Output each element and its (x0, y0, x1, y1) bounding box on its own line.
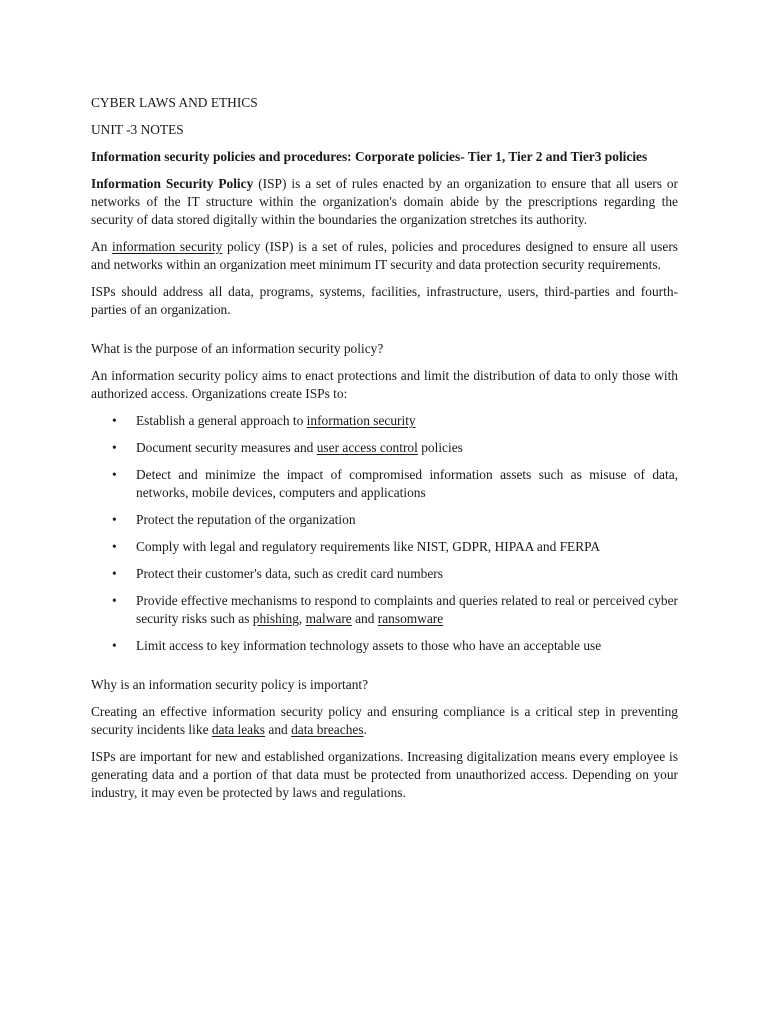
bullet-icon: • (112, 512, 117, 527)
list-item-text: Establish a general approach to (136, 413, 307, 428)
bullet-icon: • (112, 413, 117, 428)
purpose-list (91, 412, 678, 655)
list-item (91, 538, 678, 556)
list-item (91, 511, 678, 529)
list-item-text: Protect their customer's data, such as credit card numbers (136, 566, 443, 581)
list-item (91, 565, 678, 583)
list-item-text: Detect and minimize the impact of compromised information assets such as misuse of data, networks, mobile devices, computers and applications (136, 467, 678, 500)
link-information-security[interactable]: information security (306, 413, 416, 428)
bold-term: Information Security Policy (91, 176, 254, 191)
paragraph-text: An (91, 239, 113, 254)
paragraph-text: (ISP) is a set of rules enacted by an organization to ensure that all users or networks of the IT structure within the organization's domain abide by the prescriptions regarding the security of data stored digitally within the boundaries the organization stretches its authority. (91, 176, 678, 227)
list-item-text: and (351, 611, 378, 626)
list-item (91, 439, 678, 457)
list-item-text: , (298, 611, 306, 626)
list-item (91, 412, 678, 430)
link-data-breaches[interactable]: data breaches (291, 722, 364, 737)
document-title: CYBER LAWS AND ETHICS (91, 95, 258, 110)
paragraph-text: . (363, 722, 367, 737)
bullet-icon: • (112, 440, 117, 455)
list-item-text: Document security measures and (136, 440, 317, 455)
list-item-text: Comply with legal and regulatory requirements like NIST, GDPR, HIPAA and FERPA (136, 539, 601, 554)
bullet-icon: • (112, 593, 117, 608)
list-item (91, 592, 678, 628)
link-information-security[interactable]: information security (112, 239, 223, 254)
paragraph-text: and (265, 722, 292, 737)
list-item (91, 637, 678, 655)
paragraph-text: policy (ISP) is a set of rules, policies and procedures designed to ensure all users and networks within an organization meet minimum IT security and data protection security requirements. (91, 239, 678, 272)
list-item-text: Provide effective mechanisms to respond to complaints and queries related to real or perceived cyber security risks such as (136, 593, 678, 626)
bullet-icon: • (112, 638, 117, 653)
list-item-text: Protect the reputation of the organization (136, 512, 356, 527)
paragraph-digitalization: ISPs are important for new and established organizations. Increasing digitalization means every employee is generating data and a portion of that data must be protected from unauthorized access. Depending on your industry, it may even be protected by laws and regulations. (91, 749, 678, 800)
question-importance: Why is an information security policy is important? (91, 677, 369, 692)
question-purpose: What is the purpose of an information security policy? (91, 341, 384, 356)
link-phishing[interactable]: phishing (252, 611, 299, 626)
link-user-access-control[interactable]: user access control (316, 440, 418, 455)
list-item-text: Limit access to key information technology assets to those who have an acceptable use (136, 638, 602, 653)
link-ransomware[interactable]: ransomware (377, 611, 444, 626)
unit-title: UNIT -3 NOTES (91, 122, 184, 137)
paragraph-isp-scope: ISPs should address all data, programs, systems, facilities, infrastructure, users, third-parties and fourth-parties of an organization. (91, 284, 678, 317)
link-malware[interactable]: malware (305, 611, 352, 626)
paragraph-isp-definition (91, 175, 678, 229)
bullet-icon: • (112, 566, 117, 581)
bullet-icon: • (112, 539, 117, 554)
document-page (91, 94, 678, 811)
link-data-leaks[interactable]: data leaks (211, 722, 266, 737)
bullet-icon: • (112, 467, 117, 482)
paragraph-text: Creating an effective information security policy and ensuring compliance is a critical step in preventing security incidents like (91, 704, 678, 737)
list-item-text: policies (417, 440, 463, 455)
list-item (91, 466, 678, 502)
paragraph-isp-rules (91, 238, 678, 274)
section-heading: Information security policies and procedures: Corporate policies- Tier 1, Tier 2 and Tier3 policies (91, 149, 648, 164)
paragraph-importance (91, 703, 678, 739)
paragraph-purpose: An information security policy aims to enact protections and limit the distribution of data to only those with authorized access. Organizations create ISPs to: (91, 368, 678, 401)
